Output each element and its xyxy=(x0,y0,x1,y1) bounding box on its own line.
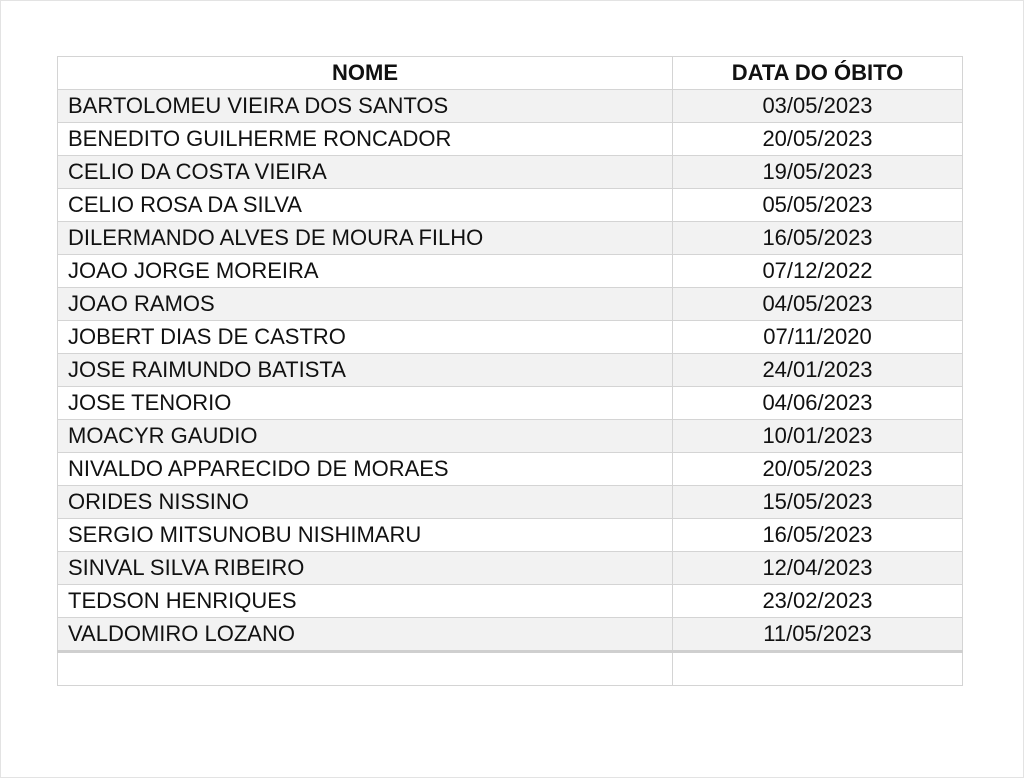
cell-name: MOACYR GAUDIO xyxy=(58,420,673,453)
cell-name: DILERMANDO ALVES DE MOURA FILHO xyxy=(58,222,673,255)
table-row xyxy=(58,288,963,321)
table-row xyxy=(58,222,963,255)
table-row xyxy=(58,123,963,156)
cell-name: CELIO ROSA DA SILVA xyxy=(58,189,673,222)
death-registry-table xyxy=(57,56,963,686)
table-row xyxy=(58,585,963,618)
table-header xyxy=(58,57,963,90)
cell-name: JOSE RAIMUNDO BATISTA xyxy=(58,354,673,387)
cell-name: BARTOLOMEU VIEIRA DOS SANTOS xyxy=(58,90,673,123)
cell-name: JOAO RAMOS xyxy=(58,288,673,321)
cell-date: 23/02/2023 xyxy=(673,585,963,618)
cell-date: 03/05/2023 xyxy=(673,90,963,123)
table-row xyxy=(58,387,963,420)
cell-name: SERGIO MITSUNOBU NISHIMARU xyxy=(58,519,673,552)
table-row xyxy=(58,354,963,387)
table-row xyxy=(58,420,963,453)
cell-name: CELIO DA COSTA VIEIRA xyxy=(58,156,673,189)
table-row xyxy=(58,90,963,123)
table-row xyxy=(58,453,963,486)
cell-date: 20/05/2023 xyxy=(673,123,963,156)
table-row xyxy=(58,618,963,652)
cell-name: BENEDITO GUILHERME RONCADOR xyxy=(58,123,673,156)
table-row xyxy=(58,255,963,288)
header-row xyxy=(58,57,963,90)
header-name: NOME xyxy=(58,57,673,90)
cell-name: SINVAL SILVA RIBEIRO xyxy=(58,552,673,585)
cell-name: JOAO JORGE MOREIRA xyxy=(58,255,673,288)
cell-name: ORIDES NISSINO xyxy=(58,486,673,519)
table-body xyxy=(58,90,963,686)
cell-name: NIVALDO APPARECIDO DE MORAES xyxy=(58,453,673,486)
cell-date: 10/01/2023 xyxy=(673,420,963,453)
table-row xyxy=(58,321,963,354)
cell-date: 07/12/2022 xyxy=(673,255,963,288)
cell-date: 15/05/2023 xyxy=(673,486,963,519)
empty-row xyxy=(58,652,963,686)
table-row xyxy=(58,519,963,552)
cell-date: 16/05/2023 xyxy=(673,519,963,552)
cell-date: 12/04/2023 xyxy=(673,552,963,585)
cell-name: VALDOMIRO LOZANO xyxy=(58,618,673,652)
cell-date: 07/11/2020 xyxy=(673,321,963,354)
cell-date: 19/05/2023 xyxy=(673,156,963,189)
cell-date: 04/06/2023 xyxy=(673,387,963,420)
table-row xyxy=(58,156,963,189)
cell-name: TEDSON HENRIQUES xyxy=(58,585,673,618)
cell-date: 24/01/2023 xyxy=(673,354,963,387)
header-date: DATA DO ÓBITO xyxy=(673,57,963,90)
cell-empty xyxy=(58,652,673,686)
cell-empty xyxy=(673,652,963,686)
table-row xyxy=(58,552,963,585)
cell-name: JOSE TENORIO xyxy=(58,387,673,420)
cell-date: 16/05/2023 xyxy=(673,222,963,255)
cell-date: 05/05/2023 xyxy=(673,189,963,222)
cell-date: 11/05/2023 xyxy=(673,618,963,652)
cell-date: 04/05/2023 xyxy=(673,288,963,321)
table-row xyxy=(58,189,963,222)
cell-name: JOBERT DIAS DE CASTRO xyxy=(58,321,673,354)
cell-date: 20/05/2023 xyxy=(673,453,963,486)
table-row xyxy=(58,486,963,519)
